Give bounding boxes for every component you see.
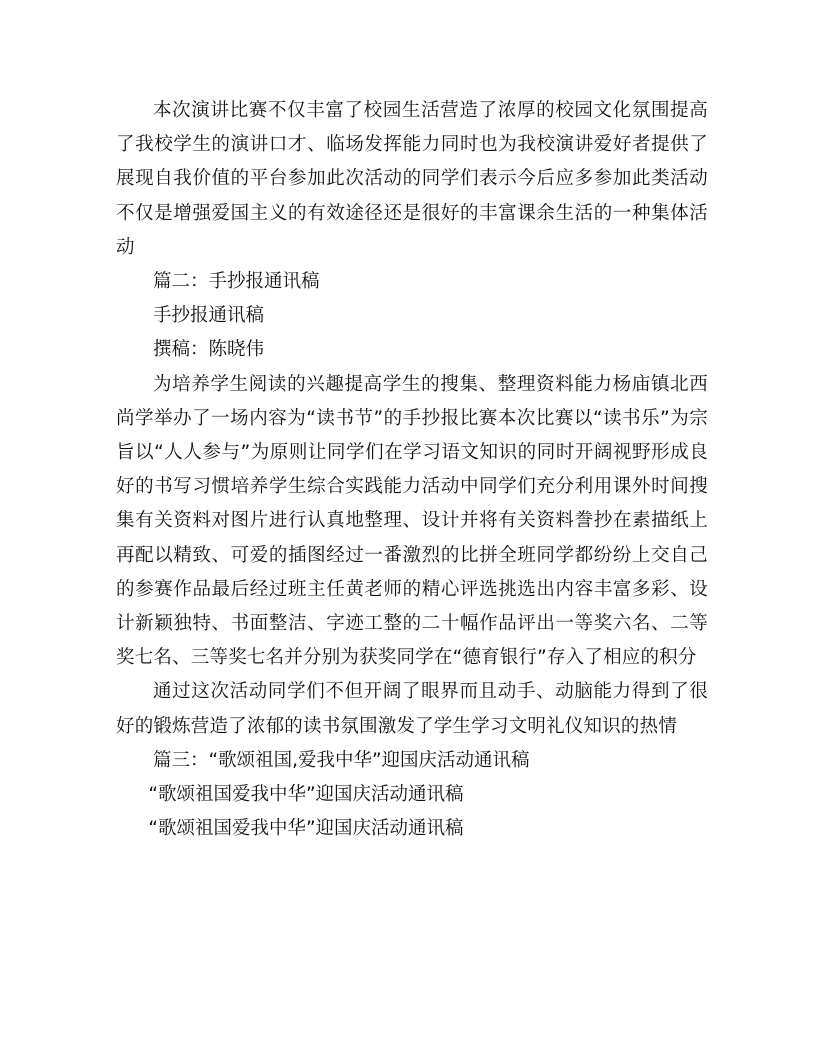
section-heading-part-three: 篇三：“歌颂祖国,爱我中华”迎国庆活动通讯稿: [153, 749, 530, 771]
section-heading-part-two: 篇二：手抄报通讯稿: [153, 271, 320, 293]
subtitle-line-1: “歌颂祖国爱我中华”迎国庆活动通讯稿: [148, 784, 464, 806]
author-line: 撰稿：陈晓伟: [153, 339, 265, 361]
paragraph-newspaper-contest-body: 为培养学生阅读的兴趣提高学生的搜集、整理资料能力杨庙镇北西尚学举办了一场内容为“读书节”的手抄报比赛本次比赛以“读书乐”为宗旨以“人人参与”为原则让同学们在学习语文知识的同时开阔视野形成良好的书写习惯培养学生综合实践能力活动中同学们充分利用课外时间搜集有关资料对图片进行认真地整理、设计并将有关资料誊抄在素描纸上再配以精致、可爱的插图经过一番激烈的比拼全班同学都纷纷上交自己的参赛作品最后经过班主任黄老师的精心评选挑选出内容丰富多彩、设计新颖独特、书面整洁、字迹工整的二十幅作品评出一等奖六名、二等奖七名、三等奖七名并分别为获奖同学在“德育银行”存入了相应的积分: [116, 373, 708, 669]
document-body: [116, 94, 708, 846]
paragraph-activity-result: 通过这次活动同学们不但开阔了眼界而且动手、动脑能力得到了很好的锻炼营造了浓郁的读书氛围激发了学生学习文明礼仪知识的热情: [116, 681, 708, 737]
paragraph-speech-contest-summary: 本次演讲比赛不仅丰富了校园生活营造了浓厚的校园文化氛围提高了我校学生的演讲口才、临场发挥能力同时也为我校演讲爱好者提供了展现自我价值的平台参加此次活动的同学们表示今后应多参加此类活动不仅是增强爱国主义的有效途径还是很好的丰富课余生活的一种集体活动: [116, 100, 708, 258]
subtitle-line-2: “歌颂祖国爱我中华”迎国庆活动通讯稿: [148, 818, 464, 840]
article-title: 手抄报通讯稿: [153, 305, 265, 327]
